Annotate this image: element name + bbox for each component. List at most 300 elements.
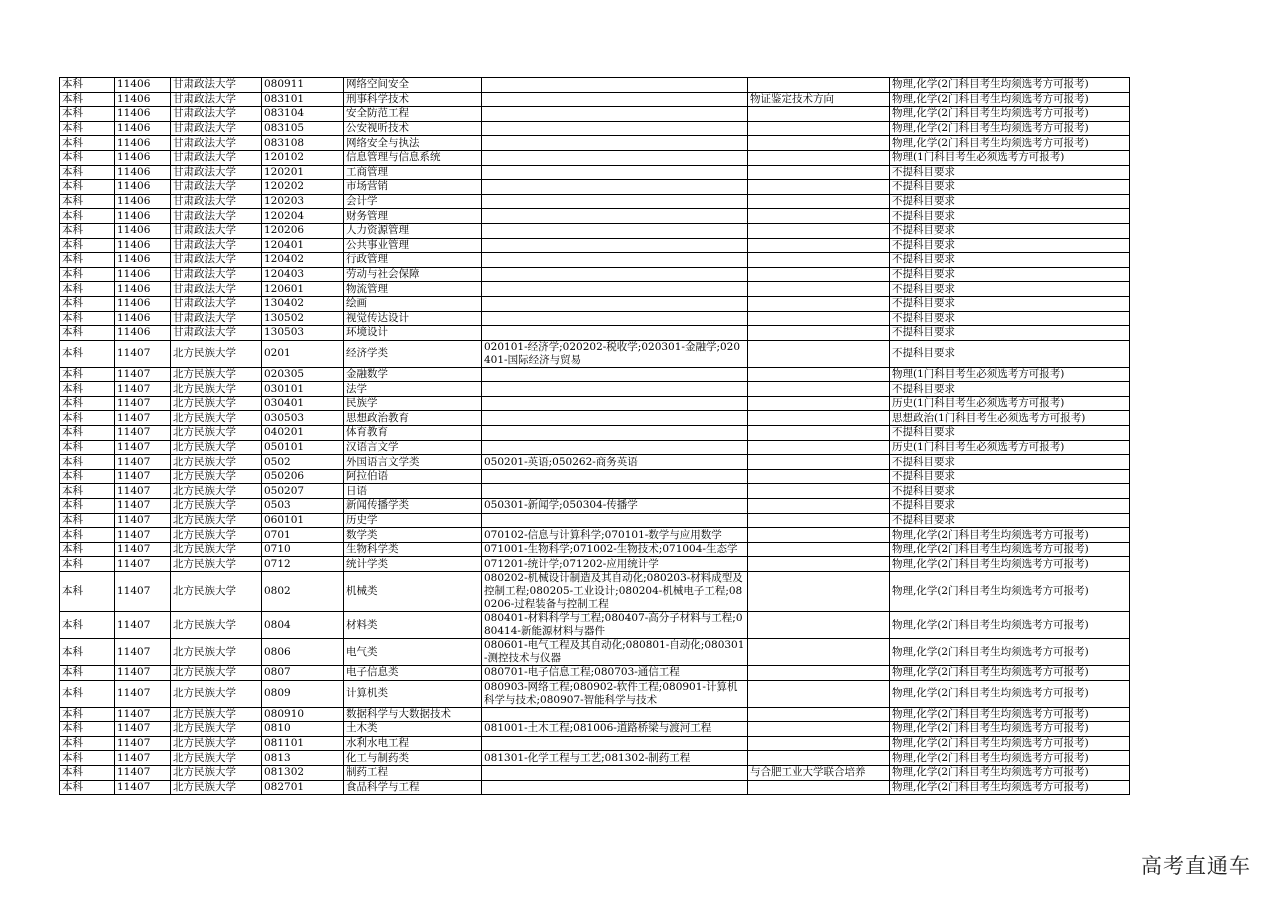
major-code-cell: 0807 [262, 666, 344, 681]
major-code-cell: 120601 [262, 282, 344, 297]
major-name-cell: 行政管理 [344, 253, 482, 268]
included-majors-cell [482, 707, 748, 722]
note-cell [748, 528, 890, 543]
included-majors-cell: 080401-材料科学与工程;080407-高分子材料与工程;080414-新能源材料与器件 [482, 612, 748, 639]
level-cell: 本科 [60, 572, 115, 612]
major-code-cell: 0502 [262, 455, 344, 470]
included-majors-cell [482, 180, 748, 195]
major-code-cell: 020305 [262, 367, 344, 382]
level-cell: 本科 [60, 765, 115, 780]
note-cell [748, 722, 890, 737]
table-row [60, 150, 1130, 165]
note-cell [748, 542, 890, 557]
major-code-cell: 083108 [262, 136, 344, 151]
school-name-cell: 北方民族大学 [171, 440, 262, 455]
note-cell [748, 469, 890, 484]
school-name-cell: 北方民族大学 [171, 680, 262, 707]
level-cell: 本科 [60, 121, 115, 136]
subject-requirement-cell: 不提科目要求 [890, 282, 1130, 297]
major-name-cell: 电子信息类 [344, 666, 482, 681]
school-code-cell: 11407 [115, 612, 171, 639]
school-code-cell: 11407 [115, 542, 171, 557]
major-code-cell: 050207 [262, 484, 344, 499]
school-name-cell: 北方民族大学 [171, 499, 262, 514]
school-code-cell: 11407 [115, 751, 171, 766]
subject-requirement-cell: 物理,化学(2门科目考生均须选考方可报考) [890, 765, 1130, 780]
level-cell: 本科 [60, 411, 115, 426]
included-majors-cell [482, 440, 748, 455]
level-cell: 本科 [60, 440, 115, 455]
note-cell [748, 382, 890, 397]
major-name-cell: 材料类 [344, 612, 482, 639]
level-cell: 本科 [60, 469, 115, 484]
included-majors-cell [482, 121, 748, 136]
major-name-cell: 食品科学与工程 [344, 780, 482, 795]
table-row [60, 296, 1130, 311]
level-cell: 本科 [60, 165, 115, 180]
subject-requirement-cell: 物理,化学(2门科目考生均须选考方可报考) [890, 707, 1130, 722]
school-code-cell: 11406 [115, 326, 171, 341]
school-code-cell: 11407 [115, 557, 171, 572]
included-majors-cell: 080701-电子信息工程;080703-通信工程 [482, 666, 748, 681]
level-cell: 本科 [60, 513, 115, 528]
note-cell [748, 136, 890, 151]
included-majors-cell [482, 296, 748, 311]
table-row [60, 484, 1130, 499]
included-majors-cell: 071201-统计学;071202-应用统计学 [482, 557, 748, 572]
table-row [60, 440, 1130, 455]
major-name-cell: 化工与制药类 [344, 751, 482, 766]
note-cell [748, 499, 890, 514]
major-name-cell: 汉语言文学 [344, 440, 482, 455]
note-cell [748, 411, 890, 426]
table-row [60, 78, 1130, 93]
major-code-cell: 040201 [262, 426, 344, 441]
included-majors-cell: 080202-机械设计制造及其自动化;080203-材料成型及控制工程;080205-工业设计;080204-机械电子工程;080206-过程装备与控制工程 [482, 572, 748, 612]
note-cell [748, 751, 890, 766]
subject-requirement-cell: 不提科目要求 [890, 484, 1130, 499]
school-code-cell: 11407 [115, 396, 171, 411]
included-majors-cell [482, 484, 748, 499]
school-code-cell: 11407 [115, 513, 171, 528]
school-code-cell: 11407 [115, 780, 171, 795]
included-majors-cell [482, 267, 748, 282]
subject-requirement-cell: 不提科目要求 [890, 194, 1130, 209]
school-code-cell: 11406 [115, 121, 171, 136]
school-code-cell: 11407 [115, 639, 171, 666]
school-name-cell: 甘肃政法大学 [171, 107, 262, 122]
included-majors-cell [482, 253, 748, 268]
major-code-cell: 120203 [262, 194, 344, 209]
subject-requirement-cell: 物理,化学(2门科目考生均须选考方可报考) [890, 557, 1130, 572]
school-code-cell: 11407 [115, 484, 171, 499]
school-name-cell: 北方民族大学 [171, 484, 262, 499]
subject-requirement-cell: 物理,化学(2门科目考生均须选考方可报考) [890, 136, 1130, 151]
subject-requirement-cell: 不提科目要求 [890, 165, 1130, 180]
note-cell [748, 680, 890, 707]
subject-requirement-cell: 不提科目要求 [890, 382, 1130, 397]
note-cell [748, 121, 890, 136]
school-name-cell: 甘肃政法大学 [171, 282, 262, 297]
school-name-cell: 甘肃政法大学 [171, 296, 262, 311]
subject-requirement-cell: 不提科目要求 [890, 296, 1130, 311]
major-code-cell: 120204 [262, 209, 344, 224]
note-cell [748, 107, 890, 122]
subject-requirement-cell: 物理,化学(2门科目考生均须选考方可报考) [890, 612, 1130, 639]
school-name-cell: 甘肃政法大学 [171, 92, 262, 107]
major-code-cell: 130502 [262, 311, 344, 326]
major-code-cell: 130503 [262, 326, 344, 341]
table-row [60, 282, 1130, 297]
school-code-cell: 11407 [115, 680, 171, 707]
major-code-cell: 130402 [262, 296, 344, 311]
major-code-cell: 120206 [262, 223, 344, 238]
admission-subject-table [59, 77, 1130, 795]
major-name-cell: 金融数学 [344, 367, 482, 382]
school-code-cell: 11407 [115, 440, 171, 455]
note-cell [748, 238, 890, 253]
major-code-cell: 0201 [262, 340, 344, 367]
included-majors-cell [482, 282, 748, 297]
note-cell [748, 455, 890, 470]
included-majors-cell: 050301-新闻学;050304-传播学 [482, 499, 748, 514]
table-row [60, 572, 1130, 612]
included-majors-cell [482, 765, 748, 780]
table-row [60, 707, 1130, 722]
school-name-cell: 北方民族大学 [171, 639, 262, 666]
table-row [60, 238, 1130, 253]
major-name-cell: 电气类 [344, 639, 482, 666]
major-name-cell: 体育教育 [344, 426, 482, 441]
school-name-cell: 北方民族大学 [171, 765, 262, 780]
subject-requirement-cell: 不提科目要求 [890, 469, 1130, 484]
major-name-cell: 网络空间安全 [344, 78, 482, 93]
level-cell: 本科 [60, 340, 115, 367]
major-code-cell: 120402 [262, 253, 344, 268]
school-code-cell: 11406 [115, 92, 171, 107]
school-name-cell: 甘肃政法大学 [171, 223, 262, 238]
table-row [60, 426, 1130, 441]
table-row [60, 396, 1130, 411]
note-cell [748, 267, 890, 282]
school-code-cell: 11406 [115, 311, 171, 326]
school-name-cell: 北方民族大学 [171, 513, 262, 528]
school-name-cell: 北方民族大学 [171, 736, 262, 751]
major-code-cell: 050101 [262, 440, 344, 455]
included-majors-cell [482, 469, 748, 484]
table-row [60, 765, 1130, 780]
table-row [60, 165, 1130, 180]
note-cell [748, 666, 890, 681]
school-code-cell: 11406 [115, 165, 171, 180]
major-code-cell: 080911 [262, 78, 344, 93]
major-code-cell: 083104 [262, 107, 344, 122]
major-code-cell: 083105 [262, 121, 344, 136]
school-code-cell: 11407 [115, 382, 171, 397]
major-code-cell: 0802 [262, 572, 344, 612]
table-row [60, 542, 1130, 557]
level-cell: 本科 [60, 780, 115, 795]
table-row [60, 340, 1130, 367]
level-cell: 本科 [60, 736, 115, 751]
school-code-cell: 11406 [115, 107, 171, 122]
major-name-cell: 人力资源管理 [344, 223, 482, 238]
school-code-cell: 11406 [115, 194, 171, 209]
major-name-cell: 视觉传达设计 [344, 311, 482, 326]
major-name-cell: 公安视听技术 [344, 121, 482, 136]
level-cell: 本科 [60, 194, 115, 209]
included-majors-cell [482, 238, 748, 253]
subject-requirement-cell: 物理,化学(2门科目考生均须选考方可报考) [890, 639, 1130, 666]
school-code-cell: 11407 [115, 736, 171, 751]
level-cell: 本科 [60, 426, 115, 441]
note-cell [748, 194, 890, 209]
school-name-cell: 北方民族大学 [171, 707, 262, 722]
school-code-cell: 11407 [115, 707, 171, 722]
major-name-cell: 机械类 [344, 572, 482, 612]
level-cell: 本科 [60, 396, 115, 411]
included-majors-cell [482, 396, 748, 411]
table-row [60, 469, 1130, 484]
major-name-cell: 环境设计 [344, 326, 482, 341]
school-code-cell: 11407 [115, 340, 171, 367]
table-row [60, 382, 1130, 397]
subject-requirement-cell: 物理,化学(2门科目考生均须选考方可报考) [890, 121, 1130, 136]
table-row [60, 666, 1130, 681]
major-name-cell: 新闻传播学类 [344, 499, 482, 514]
school-name-cell: 甘肃政法大学 [171, 267, 262, 282]
major-code-cell: 0809 [262, 680, 344, 707]
school-name-cell: 北方民族大学 [171, 612, 262, 639]
table-row [60, 194, 1130, 209]
note-cell [748, 736, 890, 751]
major-code-cell: 120201 [262, 165, 344, 180]
level-cell: 本科 [60, 180, 115, 195]
included-majors-cell [482, 326, 748, 341]
school-name-cell: 北方民族大学 [171, 382, 262, 397]
note-cell [748, 209, 890, 224]
school-name-cell: 甘肃政法大学 [171, 121, 262, 136]
school-code-cell: 11407 [115, 426, 171, 441]
table-row [60, 680, 1130, 707]
school-name-cell: 北方民族大学 [171, 542, 262, 557]
subject-requirement-cell: 不提科目要求 [890, 238, 1130, 253]
major-code-cell: 0806 [262, 639, 344, 666]
included-majors-cell [482, 513, 748, 528]
table-row [60, 513, 1130, 528]
level-cell: 本科 [60, 326, 115, 341]
subject-requirement-cell: 物理(1门科目考生必须选考方可报考) [890, 367, 1130, 382]
level-cell: 本科 [60, 680, 115, 707]
included-majors-cell: 080601-电气工程及其自动化;080801-自动化;080301-测控技术与仪器 [482, 639, 748, 666]
table-row [60, 367, 1130, 382]
school-name-cell: 北方民族大学 [171, 528, 262, 543]
table-row [60, 209, 1130, 224]
table-row [60, 499, 1130, 514]
level-cell: 本科 [60, 557, 115, 572]
level-cell: 本科 [60, 542, 115, 557]
note-cell [748, 223, 890, 238]
included-majors-cell [482, 194, 748, 209]
included-majors-cell [482, 107, 748, 122]
table-row [60, 722, 1130, 737]
major-code-cell: 030503 [262, 411, 344, 426]
major-code-cell: 081101 [262, 736, 344, 751]
table-row [60, 751, 1130, 766]
school-code-cell: 11406 [115, 180, 171, 195]
major-name-cell: 民族学 [344, 396, 482, 411]
note-cell [748, 340, 890, 367]
school-code-cell: 11406 [115, 267, 171, 282]
major-name-cell: 外国语言文学类 [344, 455, 482, 470]
level-cell: 本科 [60, 238, 115, 253]
subject-requirement-cell: 不提科目要求 [890, 209, 1130, 224]
major-name-cell: 经济学类 [344, 340, 482, 367]
level-cell: 本科 [60, 455, 115, 470]
school-name-cell: 北方民族大学 [171, 411, 262, 426]
school-code-cell: 11407 [115, 666, 171, 681]
major-code-cell: 120202 [262, 180, 344, 195]
included-majors-cell [482, 411, 748, 426]
school-code-cell: 11406 [115, 296, 171, 311]
table-row [60, 557, 1130, 572]
major-code-cell: 0712 [262, 557, 344, 572]
major-name-cell: 会计学 [344, 194, 482, 209]
note-cell [748, 440, 890, 455]
subject-requirement-cell: 物理,化学(2门科目考生均须选考方可报考) [890, 680, 1130, 707]
included-majors-cell [482, 165, 748, 180]
school-name-cell: 北方民族大学 [171, 572, 262, 612]
note-cell [748, 326, 890, 341]
major-name-cell: 统计学类 [344, 557, 482, 572]
subject-requirement-cell: 思想政治(1门科目考生必须选考方可报考) [890, 411, 1130, 426]
table-row [60, 455, 1130, 470]
major-name-cell: 工商管理 [344, 165, 482, 180]
school-code-cell: 11406 [115, 136, 171, 151]
table-row [60, 223, 1130, 238]
note-cell [748, 282, 890, 297]
subject-requirement-cell: 物理,化学(2门科目考生均须选考方可报考) [890, 666, 1130, 681]
level-cell: 本科 [60, 722, 115, 737]
major-name-cell: 刑事科学技术 [344, 92, 482, 107]
table-row [60, 639, 1130, 666]
note-cell [748, 780, 890, 795]
note-cell [748, 180, 890, 195]
subject-requirement-cell: 历史(1门科目考生必须选考方可报考) [890, 396, 1130, 411]
major-name-cell: 历史学 [344, 513, 482, 528]
major-name-cell: 生物科学类 [344, 542, 482, 557]
school-code-cell: 11407 [115, 469, 171, 484]
included-majors-cell: 050201-英语;050262-商务英语 [482, 455, 748, 470]
school-name-cell: 北方民族大学 [171, 780, 262, 795]
included-majors-cell [482, 223, 748, 238]
note-cell [748, 396, 890, 411]
subject-requirement-cell: 不提科目要求 [890, 340, 1130, 367]
subject-requirement-cell: 不提科目要求 [890, 426, 1130, 441]
subject-requirement-cell: 物理,化学(2门科目考生均须选考方可报考) [890, 572, 1130, 612]
note-cell [748, 253, 890, 268]
included-majors-cell [482, 209, 748, 224]
school-code-cell: 11407 [115, 722, 171, 737]
level-cell: 本科 [60, 296, 115, 311]
major-code-cell: 080910 [262, 707, 344, 722]
major-code-cell: 0813 [262, 751, 344, 766]
level-cell: 本科 [60, 223, 115, 238]
level-cell: 本科 [60, 282, 115, 297]
level-cell: 本科 [60, 639, 115, 666]
table-row [60, 267, 1130, 282]
school-name-cell: 北方民族大学 [171, 340, 262, 367]
subject-requirement-cell: 物理,化学(2门科目考生均须选考方可报考) [890, 92, 1130, 107]
included-majors-cell: 080903-网络工程;080902-软件工程;080901-计算机科学与技术;080907-智能科学与技术 [482, 680, 748, 707]
note-cell: 物证鉴定技术方向 [748, 92, 890, 107]
included-majors-cell [482, 382, 748, 397]
table-row [60, 121, 1130, 136]
subject-requirement-cell: 物理,化学(2门科目考生均须选考方可报考) [890, 736, 1130, 751]
major-name-cell: 数据科学与大数据技术 [344, 707, 482, 722]
major-name-cell: 日语 [344, 484, 482, 499]
major-name-cell: 土木类 [344, 722, 482, 737]
subject-requirement-cell: 不提科目要求 [890, 326, 1130, 341]
included-majors-cell [482, 367, 748, 382]
level-cell: 本科 [60, 528, 115, 543]
level-cell: 本科 [60, 209, 115, 224]
level-cell: 本科 [60, 367, 115, 382]
note-cell [748, 707, 890, 722]
note-cell [748, 612, 890, 639]
school-name-cell: 甘肃政法大学 [171, 165, 262, 180]
level-cell: 本科 [60, 78, 115, 93]
subject-requirement-cell: 历史(1门科目考生必须选考方可报考) [890, 440, 1130, 455]
school-code-cell: 11406 [115, 282, 171, 297]
note-cell [748, 367, 890, 382]
school-code-cell: 11406 [115, 253, 171, 268]
major-name-cell: 计算机类 [344, 680, 482, 707]
subject-requirement-cell: 不提科目要求 [890, 180, 1130, 195]
subject-requirement-cell: 物理(1门科目考生必须选考方可报考) [890, 150, 1130, 165]
major-code-cell: 030401 [262, 396, 344, 411]
included-majors-cell [482, 736, 748, 751]
subject-requirement-cell: 不提科目要求 [890, 513, 1130, 528]
subject-requirement-cell: 不提科目要求 [890, 455, 1130, 470]
school-code-cell: 11407 [115, 411, 171, 426]
school-name-cell: 北方民族大学 [171, 666, 262, 681]
table-row [60, 612, 1130, 639]
table-row [60, 92, 1130, 107]
included-majors-cell: 081301-化学工程与工艺;081302-制药工程 [482, 751, 748, 766]
school-code-cell: 11406 [115, 238, 171, 253]
table-row [60, 411, 1130, 426]
included-majors-cell [482, 150, 748, 165]
included-majors-cell: 081001-土木工程;081006-道路桥梁与渡河工程 [482, 722, 748, 737]
included-majors-cell [482, 426, 748, 441]
school-code-cell: 11407 [115, 765, 171, 780]
level-cell: 本科 [60, 484, 115, 499]
table-row [60, 780, 1130, 795]
school-name-cell: 北方民族大学 [171, 722, 262, 737]
watermark-text: 高考直通车 [1141, 854, 1251, 878]
subject-requirement-cell: 物理,化学(2门科目考生均须选考方可报考) [890, 542, 1130, 557]
table-row [60, 107, 1130, 122]
subject-requirement-cell: 物理,化学(2门科目考生均须选考方可报考) [890, 78, 1130, 93]
note-cell [748, 557, 890, 572]
level-cell: 本科 [60, 666, 115, 681]
level-cell: 本科 [60, 311, 115, 326]
major-code-cell: 060101 [262, 513, 344, 528]
school-name-cell: 甘肃政法大学 [171, 78, 262, 93]
school-code-cell: 11407 [115, 499, 171, 514]
note-cell [748, 484, 890, 499]
